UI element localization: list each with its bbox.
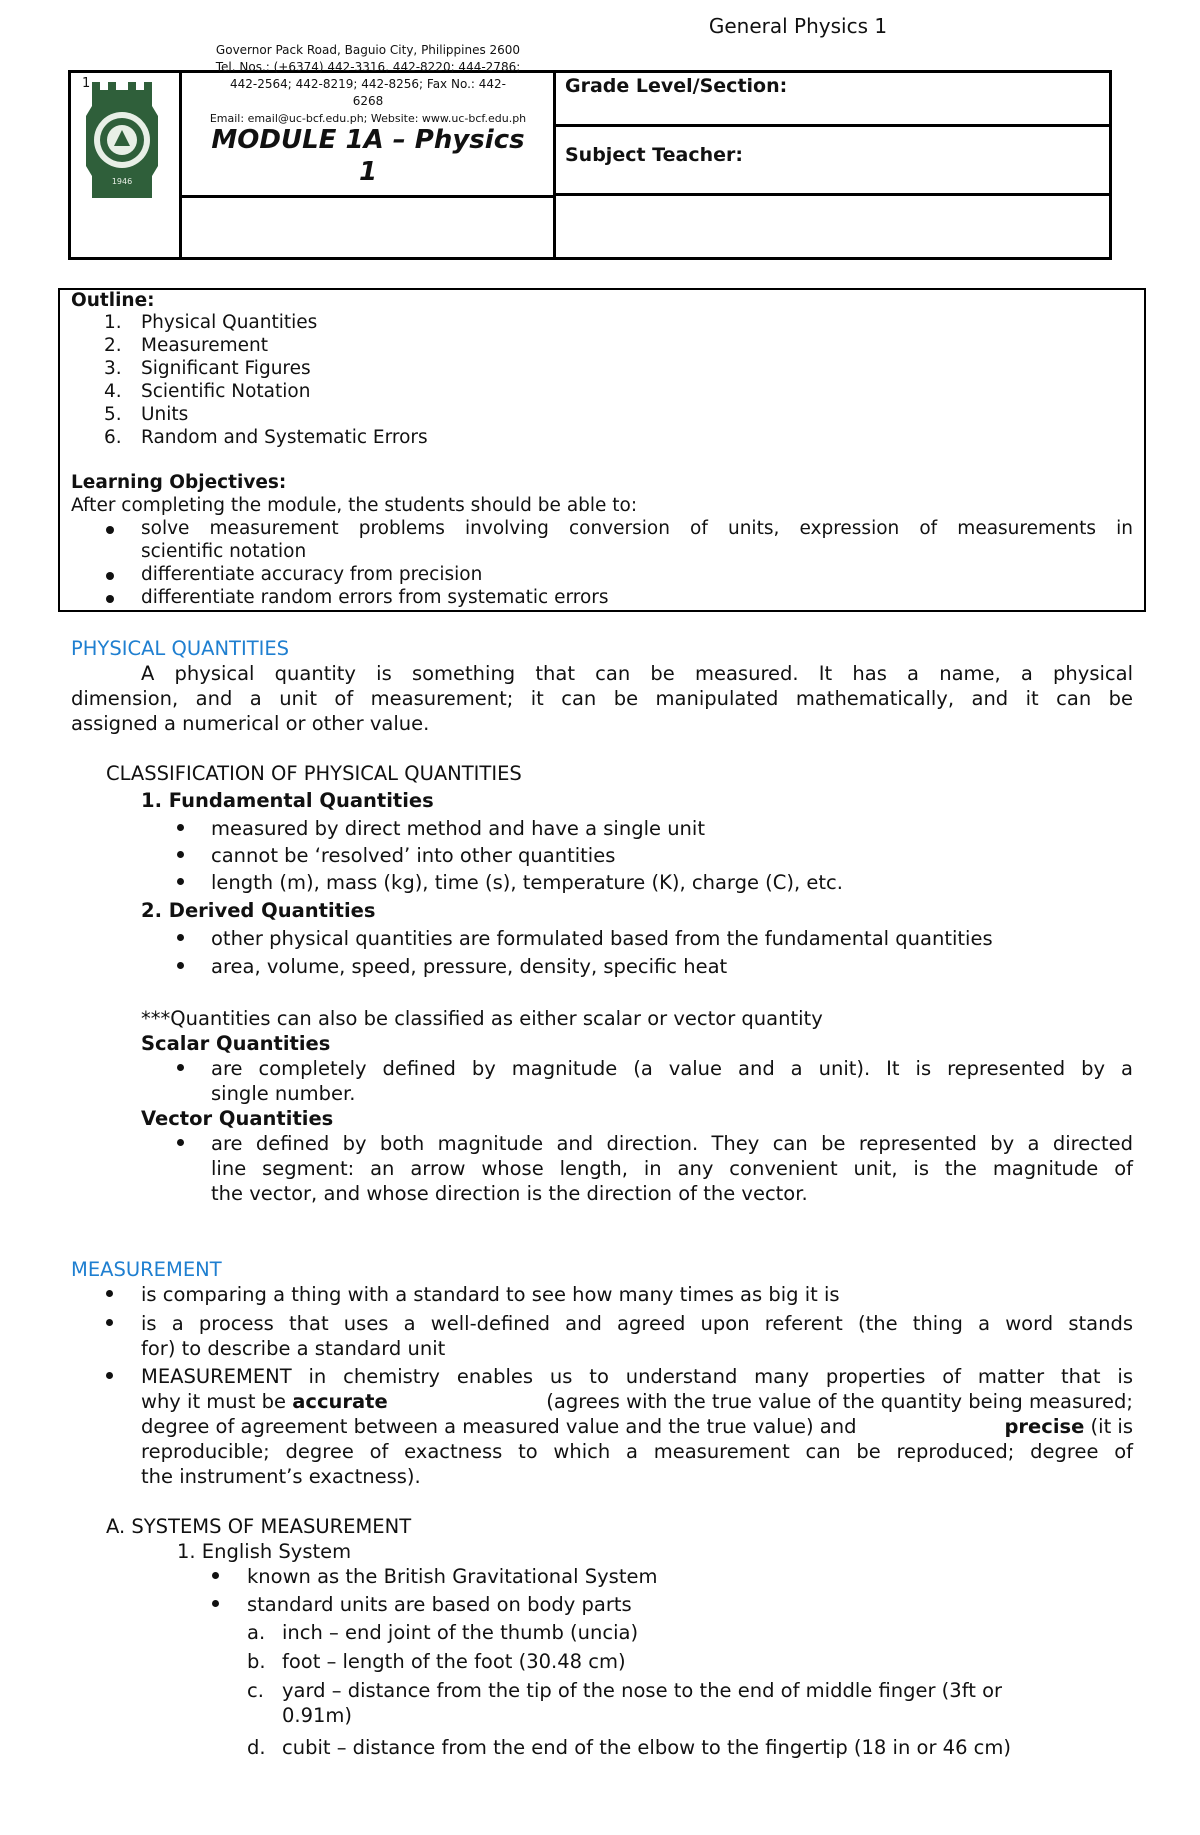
bullet-icon — [106, 1372, 113, 1379]
bullet-icon — [106, 572, 114, 580]
paragraph-line: A physical quantity is something that can be measured. It has a name, a physical — [141, 662, 1133, 685]
list-item: area, volume, speed, pressure, density, specific heat — [211, 955, 728, 978]
list-item: for) to describe a standard unit — [141, 1337, 446, 1360]
outline-number: 4. — [104, 381, 122, 402]
header-divider — [553, 73, 556, 257]
list-item: single number. — [211, 1082, 356, 1105]
header-divider — [179, 195, 553, 198]
outline-number: 6. — [104, 427, 122, 448]
list-item: is comparing a thing with a standard to see how many times as big it is — [141, 1283, 840, 1306]
outline-number: 1. — [104, 312, 122, 333]
unit-item: cubit – distance from the end of the elbow to the fingertip (18 in or 46 cm) — [282, 1736, 1011, 1759]
list-item: reproducible; degree of exactness to which a measurement can be reproduced; degree of — [141, 1440, 1133, 1463]
list-item: the instrument’s exactness). — [141, 1465, 421, 1488]
outline-item: Physical Quantities — [141, 312, 318, 333]
objective-item: solve measurement problems involving conversion of units, expression of measurements in — [141, 518, 1133, 539]
bullet-icon — [106, 1319, 113, 1326]
list-item: standard units are based on body parts — [247, 1593, 632, 1616]
objectives-intro: After completing the module, the students should be able to: — [71, 495, 638, 516]
address-line: Tel. Nos.: (+6374) 442-3316, 442-8220; 444-2786; — [215, 60, 521, 74]
bullet-icon — [177, 1139, 184, 1146]
outline-number: 3. — [104, 358, 122, 379]
text-run: (it is — [1084, 1415, 1133, 1438]
text-run: degree of agreement between a measured value and the true value) and — [141, 1415, 857, 1438]
bullet-icon — [106, 595, 114, 603]
list-title: 2. Derived Quantities — [141, 899, 376, 922]
list-title: Vector Quantities — [141, 1107, 334, 1130]
unit-letter: c. — [247, 1679, 264, 1702]
bullet-icon — [106, 1290, 113, 1297]
list-item: are completely defined by magnitude (a value and a unit). It is represented by a — [211, 1057, 1133, 1080]
paragraph-line: dimension, and a unit of measurement; it can be manipulated mathematically, and it can be — [71, 687, 1133, 710]
objective-item: differentiate random errors from systematic errors — [141, 587, 609, 608]
address-line: 6268 — [352, 94, 384, 108]
list-item: is a process that uses a well-defined and agreed upon referent (the thing a word stands — [141, 1312, 1133, 1335]
outline-item: Measurement — [141, 335, 269, 356]
bullet-icon — [177, 962, 184, 969]
list-title: Scalar Quantities — [141, 1032, 331, 1055]
bullet-icon — [212, 1572, 219, 1579]
list-item: measured by direct method and have a single unit — [211, 817, 705, 840]
address-line: Governor Pack Road, Baguio City, Philippines 2600 — [215, 43, 521, 57]
outline-title: Outline: — [71, 290, 155, 311]
list-item: length (m), mass (kg), time (s), temperature (K), charge (C), etc. — [211, 871, 843, 894]
bullet-icon — [106, 526, 114, 534]
list-item: MEASUREMENT in chemistry enables us to understand many properties of matter that is — [141, 1365, 1133, 1388]
list-item: other physical quantities are formulated based from the fundamental quantities — [211, 927, 993, 950]
outline-item: Units — [141, 404, 189, 425]
bullet-icon — [177, 824, 184, 831]
bullet-icon — [177, 851, 184, 858]
svg-text:1946: 1946 — [111, 177, 133, 186]
header-divider — [179, 73, 182, 257]
list-item: the vector, and whose direction is the direction of the vector. — [211, 1182, 808, 1205]
outline-item: Random and Systematic Errors — [141, 427, 428, 448]
unit-item: yard – distance from the tip of the nose to the end of middle finger (3ft or — [282, 1679, 1003, 1702]
university-logo — [82, 76, 162, 204]
list-item: line segment: an arrow whose length, in any convenient unit, is the magnitude of — [211, 1157, 1133, 1180]
list-item: known as the British Gravitational System — [247, 1565, 658, 1588]
address-line: 442-2564; 442-8219; 442-8256; Fax No.: 442- — [230, 77, 506, 91]
unit-item: foot – length of the foot (30.48 cm) — [282, 1650, 626, 1673]
subsection-heading: A. SYSTEMS OF MEASUREMENT — [106, 1515, 412, 1538]
bold-term: precise — [1004, 1415, 1085, 1438]
unit-item: 0.91m) — [282, 1704, 353, 1727]
unit-item: inch – end joint of the thumb (uncia) — [282, 1621, 639, 1644]
bullet-icon — [177, 1064, 184, 1071]
module-title-line: 1 — [358, 157, 378, 187]
unit-letter: b. — [247, 1650, 266, 1673]
list-title: 1. Fundamental Quantities — [141, 789, 434, 812]
outline-item: Scientific Notation — [141, 381, 311, 402]
page-number: 1 — [82, 76, 91, 91]
list-title: 1. English System — [177, 1540, 352, 1563]
list-item — [141, 1389, 1133, 1414]
list-item — [141, 1414, 1133, 1439]
list-item: cannot be ‘resolved’ into other quantities — [211, 844, 616, 867]
unit-letter: a. — [247, 1621, 266, 1644]
header-divider — [553, 193, 1109, 196]
bold-term: accurate — [292, 1390, 388, 1413]
outline-number: 2. — [104, 335, 122, 356]
module-title-line: MODULE 1A – Physics — [211, 125, 525, 155]
objectives-title: Learning Objectives: — [71, 472, 287, 493]
course-name: General Physics 1 — [708, 14, 888, 38]
section-heading: PHYSICAL QUANTITIES — [71, 637, 290, 660]
objective-item: scientific notation — [141, 541, 307, 562]
text-run: why it must be — [141, 1390, 293, 1413]
bullet-icon — [177, 934, 184, 941]
text-run: (agrees with the true value of the quantity being measured; — [546, 1390, 1133, 1413]
section-heading: MEASUREMENT — [71, 1258, 222, 1281]
bullet-icon — [212, 1600, 219, 1607]
unit-letter: d. — [247, 1736, 266, 1759]
grade-level-label: Grade Level/Section: — [565, 75, 788, 97]
note-text: ***Quantities can also be classified as either scalar or vector quantity — [141, 1007, 823, 1030]
header-divider — [553, 124, 1109, 127]
subsection-heading: CLASSIFICATION OF PHYSICAL QUANTITIES — [106, 762, 522, 785]
module-title — [183, 124, 553, 188]
text-run — [1004, 1414, 1133, 1439]
paragraph-line: assigned a numerical or other value. — [71, 712, 430, 735]
outline-item: Significant Figures — [141, 358, 311, 379]
text-run — [141, 1389, 388, 1414]
objective-item: differentiate accuracy from precision — [141, 564, 483, 585]
address-block — [183, 42, 553, 127]
bullet-icon — [177, 878, 184, 885]
subject-teacher-label: Subject Teacher: — [565, 144, 743, 166]
list-item: are defined by both magnitude and direction. They can be represented by a directed — [211, 1132, 1133, 1155]
email-line: Email: email@uc-bcf.edu.ph; Website: www.uc-bcf.edu.ph — [209, 112, 527, 125]
outline-number: 5. — [104, 404, 122, 425]
